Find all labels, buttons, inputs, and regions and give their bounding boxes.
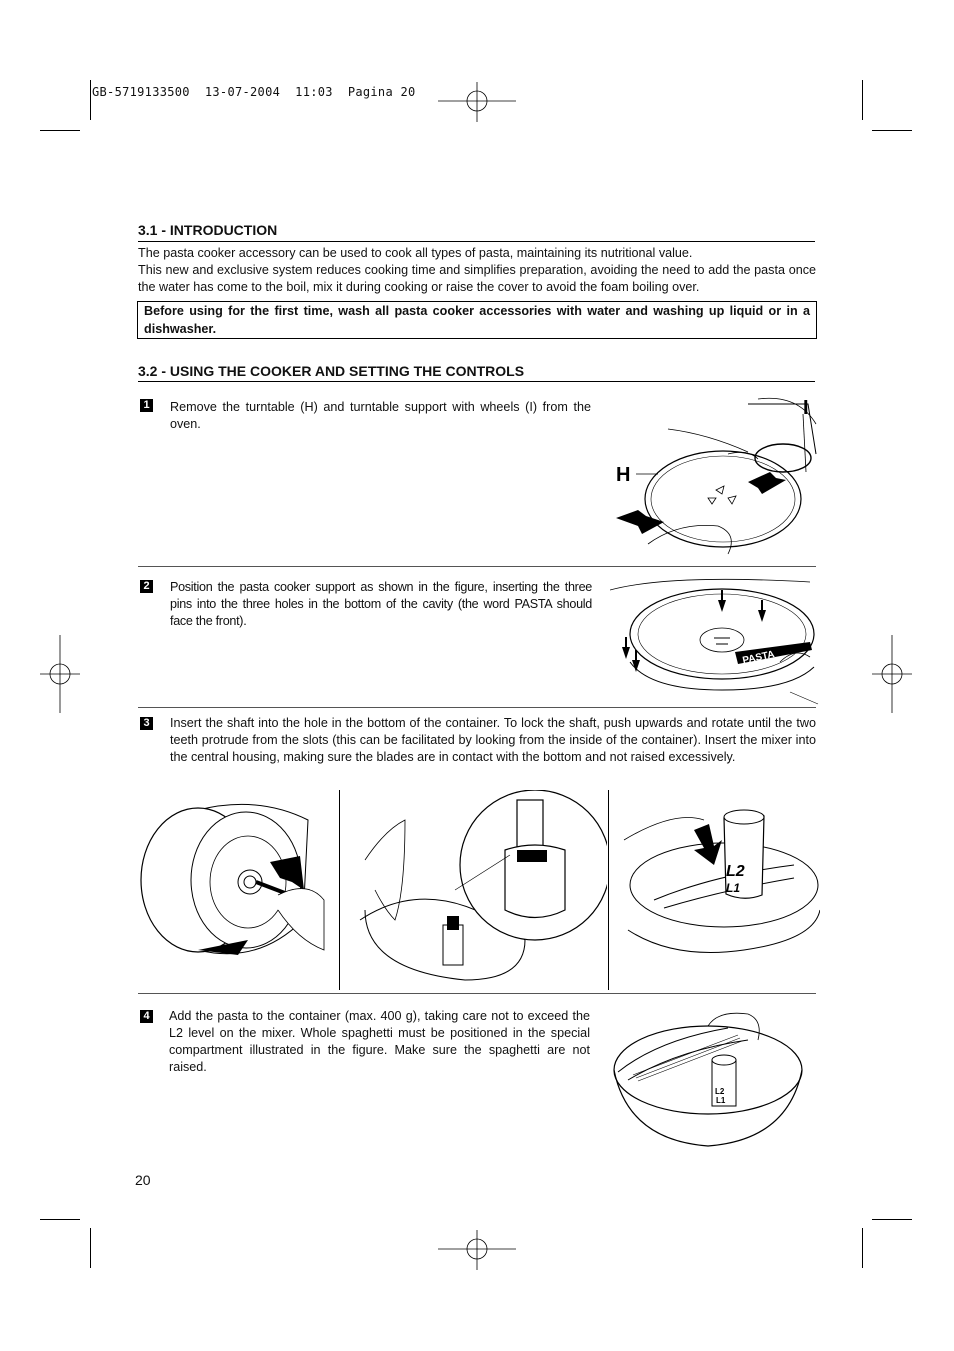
- label-L2: L2: [715, 1087, 725, 1096]
- intro-paragraph-2: This new and exclusive system reduces cooking time and simplifies preparation, avoiding the need to add the pasta once the water has come to the boil, mix it during cooking or raise the cover to avoid the foam boiling over.: [138, 263, 816, 294]
- step-separator: [138, 566, 816, 567]
- label-L1: L1: [726, 881, 741, 895]
- registration-mark-top: [438, 82, 516, 122]
- step-1-text: Remove the turntable (H) and turntable support with wheels (I) from the oven.: [170, 400, 591, 431]
- label-I: I: [803, 397, 809, 419]
- section-heading-using-cooker: 3.2 - USING THE COOKER AND SETTING THE CONTROLS: [138, 363, 525, 379]
- step-number-badge: 3: [140, 717, 153, 730]
- label-L1: L1: [716, 1096, 726, 1105]
- figure-insert-shaft: [138, 790, 338, 990]
- figure-insert-mixer: [614, 790, 820, 970]
- figure-divider: [608, 790, 609, 990]
- label-H: H: [616, 464, 631, 486]
- section-heading-introduction: 3.1 - INTRODUCTION: [138, 222, 278, 238]
- figure-add-pasta: [608, 1000, 808, 1150]
- page-number: 20: [135, 1172, 151, 1188]
- step-4-text: Add the pasta to the container (max. 400 g), taking care not to exceed the L2 level on the mixer. Whole spaghetti must be positioned in the special compartment illustrated in the figure. Make sure the spaghetti are not raised.: [169, 1009, 590, 1074]
- figure-divider: [339, 790, 340, 990]
- intro-paragraph-1: The pasta cooker accessory can be used to cook all types of pasta, maintaining its nutritional value.: [138, 246, 693, 260]
- heading-rule: [138, 241, 815, 242]
- figure-remove-turntable: [608, 394, 820, 560]
- registration-mark-bottom: [438, 1230, 516, 1270]
- step-number-badge: 2: [140, 580, 153, 593]
- step-number-badge: 1: [140, 399, 153, 412]
- label-pasta: PASTA: [741, 649, 776, 667]
- step-separator: [138, 993, 816, 994]
- step-2-text: Position the pasta cooker support as shown in the figure, inserting the three pins into the three holes in the bottom of the cavity (the word PASTA should face the front).: [170, 580, 592, 628]
- step-number-badge: 4: [140, 1010, 153, 1023]
- label-L2: L2: [726, 863, 745, 880]
- warning-note-box: Before using for the first time, wash all pasta cooker accessories with water and washing up liquid or in a dishwasher.: [137, 301, 817, 339]
- registration-mark-left: [40, 635, 80, 713]
- step-3-text: Insert the shaft into the hole in the bottom of the container. To lock the shaft, push upwards and rotate until the two teeth protrude from the slots (this can be facilitated by looking from the inside of the container). Insert the mixer into the central housing, making sure the blades are in contact with the bottom and not raised excessively.: [170, 716, 816, 764]
- figure-pasta-cooker-support: [610, 572, 820, 706]
- heading-rule: [138, 381, 815, 382]
- registration-mark-right: [872, 635, 912, 713]
- print-header-code: GB-5719133500 13-07-2004 11:03 Pagina 20: [92, 85, 416, 99]
- step-separator: [138, 707, 816, 708]
- figure-lock-shaft: [345, 790, 607, 990]
